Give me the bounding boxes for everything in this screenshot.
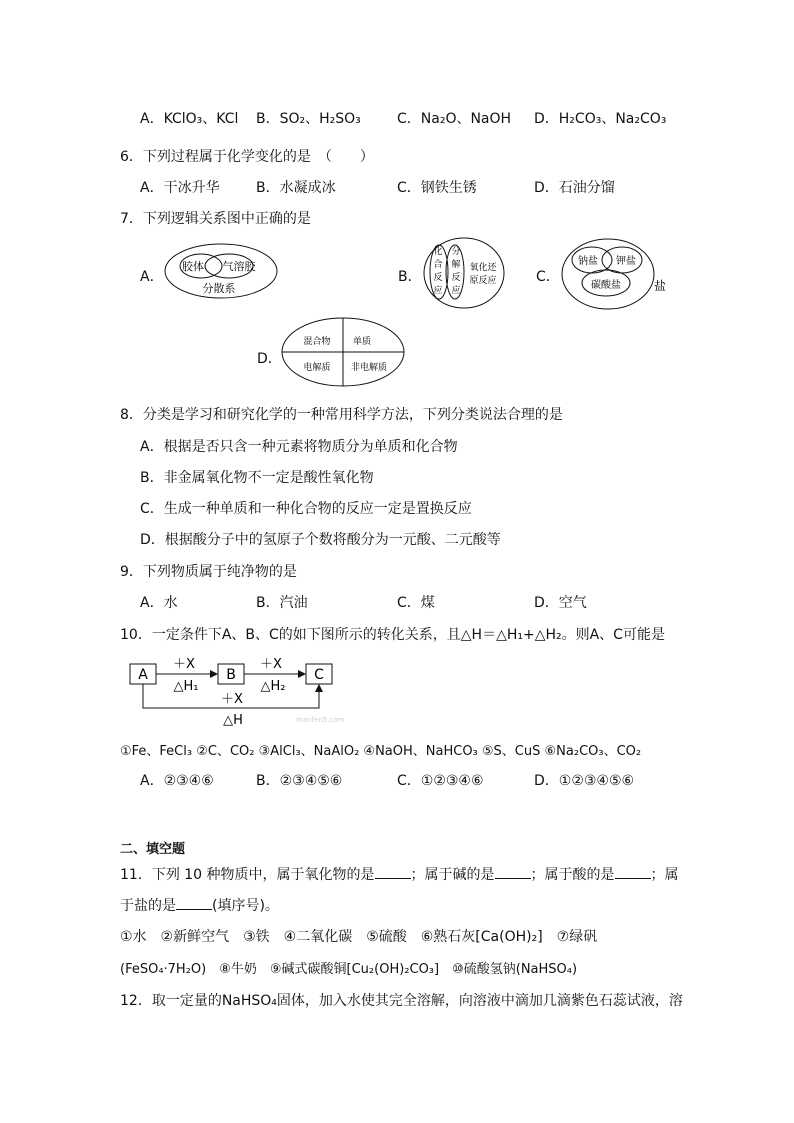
q7-stem: 7．下列逻辑关系图中正确的是 (120, 211, 311, 227)
q6-option-b: B．水凝成冰 (256, 180, 336, 196)
q6-stem: 6．下列过程属于化学变化的是 （ ） (120, 149, 374, 165)
q10-option-c: C．①②③④⑥ (397, 773, 484, 789)
q11-items-1: ①水 ②新鲜空气 ③铁 ④二氧化碳 ⑤硫酸 ⑥熟石灰[Ca(OH)₂] ⑦绿矾 (120, 929, 598, 945)
diagram-a-colloid (163, 242, 279, 300)
q9-option-b: B．汽油 (256, 595, 308, 611)
q6-option-c: C．钢铁生锈 (397, 180, 477, 196)
q10-option-d: D．①②③④⑤⑥ (534, 773, 635, 789)
diagram-a-left: 胶体 (182, 260, 204, 273)
svg-text:分: 分 (451, 247, 461, 257)
q7-label-d: D． (257, 351, 282, 367)
svg-text:manfen5.com: manfen5.com (296, 716, 345, 724)
svg-text:钾盐: 钾盐 (616, 256, 636, 267)
svg-text:△H₁: △H₁ (173, 679, 199, 694)
q6-option-a: A．干冰升华 (140, 180, 220, 196)
q10-pairs: ①Fe、FeCl₃ ②C、CO₂ ③AlCl₃、NaAlO₂ ④NaOH、NaHCO₃ ⑤S、CuS ⑥Na₂CO₃、CO₂ (120, 744, 642, 759)
q10-option-b: B．②③④⑤⑥ (256, 773, 343, 789)
q10-stem: 10．一定条件下A、B、C的如下图所示的转化关系，且△H＝△H₁+△H₂。则A、C可能是 (120, 627, 665, 643)
q11-line1: 11．下列 10 种物质中，属于氧化物的是 ；属于碱的是 ；属于酸的是 ；属 (120, 867, 679, 883)
svg-text:混合物: 混合物 (303, 337, 331, 347)
svg-text:＋X: ＋X (221, 692, 243, 707)
blank-oxide (375, 866, 411, 879)
q6-option-d: D．石油分馏 (534, 180, 615, 196)
section-title: 二、填空题 (120, 842, 186, 857)
blank-salt (176, 897, 212, 910)
q8-option-c: C．生成一种单质和一种化合物的反应一定是置换反应 (140, 501, 472, 517)
q8-stem: 8．分类是学习和研究化学的一种常用科学方法，下列分类说法合理的是 (120, 407, 563, 423)
svg-text:合: 合 (433, 260, 443, 270)
q5-option-a: A．KClO₃、KCl (140, 111, 239, 127)
diagram-c-salts (560, 236, 668, 310)
box-c: C (314, 667, 324, 683)
q9-option-a: A．水 (140, 595, 178, 611)
q9-option-d: D．空气 (534, 595, 587, 611)
svg-text:反: 反 (433, 273, 443, 283)
q5-option-c: C．Na₂O、NaOH (397, 111, 512, 127)
svg-text:反: 反 (451, 273, 461, 283)
q11-items-2: (FeSO₄·7H₂O) ⑧牛奶 ⑨碱式碳酸铜[Cu₂(OH)₂CO₃] ⑩硫酸氢钠(NaHSO₄) (120, 962, 578, 977)
svg-text:应: 应 (433, 286, 443, 296)
q9-option-c: C．煤 (397, 595, 435, 611)
svg-text:非电解质: 非电解质 (350, 363, 388, 373)
svg-text:解: 解 (451, 260, 461, 270)
diagram-d-quadrants (280, 316, 406, 388)
box-b: B (226, 667, 236, 683)
svg-text:△H: △H (223, 713, 243, 728)
q10-conversion-diagram (126, 652, 416, 732)
q11-line2: 于盐的是 (填序号)。 (120, 898, 279, 914)
blank-acid (615, 866, 651, 879)
box-a: A (138, 667, 148, 683)
diagram-a-right: 气溶胶 (222, 260, 256, 273)
svg-text:原反应: 原反应 (469, 276, 497, 286)
q8-option-a: A．根据是否只含一种元素将物质分为单质和化合物 (140, 439, 458, 455)
svg-text:化: 化 (433, 247, 443, 257)
q9-stem: 9．下列物质属于纯净物的是 (120, 564, 297, 580)
diagram-b-reactions (422, 236, 506, 310)
q7-label-a: A． (140, 269, 164, 285)
svg-text:△H₂: △H₂ (260, 679, 286, 694)
svg-text:碳酸盐: 碳酸盐 (591, 280, 621, 291)
svg-text:电解质: 电解质 (303, 363, 331, 373)
diagram-a-outer: 分散系 (202, 282, 236, 295)
q5-option-d: D．H₂CO₃、Na₂CO₃ (534, 111, 667, 127)
svg-text:钠盐: 钠盐 (578, 256, 598, 267)
svg-text:应: 应 (451, 286, 461, 296)
svg-text:＋X: ＋X (173, 657, 195, 672)
q7-label-c: C． (536, 269, 560, 285)
q12-stem: 12．取一定量的NaHSO₄固体，加入水使其完全溶解，向溶液中滴加几滴紫色石蕊试液，溶 (120, 993, 683, 1009)
svg-text:单质: 单质 (352, 337, 372, 347)
svg-text:氧化还: 氧化还 (469, 263, 497, 273)
q5-option-b: B．SO₂、H₂SO₃ (256, 111, 361, 127)
svg-text:盐: 盐 (653, 279, 667, 293)
svg-text:＋X: ＋X (260, 657, 282, 672)
q10-option-a: A．②③④⑥ (140, 773, 214, 789)
blank-base (495, 866, 531, 879)
q8-option-b: B．非金属氧化物不一定是酸性氧化物 (140, 470, 374, 486)
q8-option-d: D．根据酸分子中的氢原子个数将酸分为一元酸、二元酸等 (140, 532, 501, 548)
q7-label-b: B． (398, 269, 422, 285)
